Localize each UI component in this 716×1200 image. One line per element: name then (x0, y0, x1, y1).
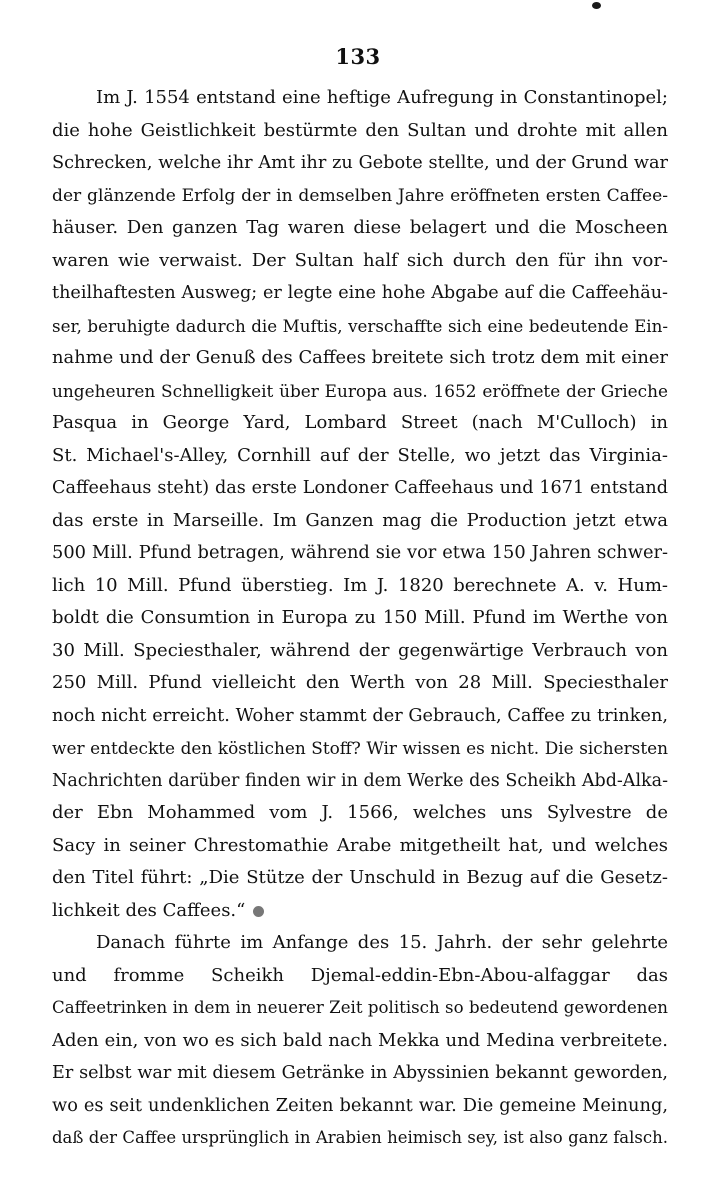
text-line: waren wie verwaist. Der Sultan half sich durch den für ihn vor- (52, 249, 668, 271)
text-line: wer entdeckte den köstlichen Stoff? Wir wissen es nicht. Die sichersten (52, 738, 668, 758)
text-line: der Ebn Mohammed vom J. 1566, welches uns Sylvestre de (52, 802, 668, 823)
text-line: 250 Mill. Pfund vielleicht den Werth von 28 Mill. Speciesthaler (52, 672, 668, 693)
page-number: 133 (335, 44, 381, 69)
text-line: Aden ein, von wo es sich bald nach Mekka und Medina verbreitete. (52, 1029, 668, 1051)
text-line: Pasqua in George Yard, Lombard Street (nach M'Culloch) in (52, 412, 668, 433)
text-line: den Titel führt: „Die Stütze der Unschuld in Bezug auf die Gesetz- (52, 867, 668, 888)
text-line: und fromme Scheikh Djemal-eddin-Ebn-Abou-alfaggar das (52, 964, 668, 986)
ink-spot (592, 2, 601, 9)
text-line: wo es seit undenklichen Zeiten bekannt war. Die gemeine Meinung, (52, 1094, 668, 1116)
text-line: der glänzende Erfolg der in demselben Jahre eröffneten ersten Caffee- (52, 185, 668, 206)
text-line: die hohe Geistlichkeit bestürmte den Sultan und drohte mit allen (52, 119, 668, 141)
text-line: lich 10 Mill. Pfund überstieg. Im J. 1820 berechnete A. v. Hum- (52, 574, 668, 596)
paragraph (52, 927, 668, 1155)
text-line: ser, beruhigte dadurch die Muftis, verschaffte sich eine bedeutende Ein- (52, 315, 668, 336)
text-line: ungeheuren Schnelligkeit über Europa aus. 1652 eröffnete der Grieche (52, 380, 668, 401)
text-line: Caffeehaus steht) das erste Londoner Caffeehaus und 1671 entstand (52, 478, 668, 498)
text-line: Sacy in seiner Chrestomathie Arabe mitgetheilt hat, und welches (52, 834, 668, 856)
ink-spot (253, 906, 264, 917)
text-line: lichkeit des Caffees.“ (52, 899, 246, 921)
text-line: nahme und der Genuß des Caffees breitete sich trotz dem mit einer (52, 347, 668, 368)
text-line: das erste in Marseille. Im Ganzen mag die Production jetzt etwa (52, 509, 668, 531)
text-line: häuser. Den ganzen Tag waren diese belagert und die Moscheen (52, 217, 668, 238)
text-line: noch nicht erreicht. Woher stammt der Gebrauch, Caffee zu trinken, (52, 705, 668, 726)
text-line: Caffeetrinken in dem in neuerer Zeit politisch so bedeutend gewordenen (52, 998, 668, 1017)
text-line: Schrecken, welche ihr Amt ihr zu Gebote stellte, und der Grund war (52, 153, 668, 173)
text-line: 30 Mill. Speciesthaler, während der gegenwärtige Verbrauch von (52, 639, 668, 661)
text-line: daß der Caffee ursprünglich in Arabien heimisch sey, ist also ganz falsch. (52, 1128, 668, 1147)
text-line: Danach führte im Anfange des 15. Jahrh. der sehr gelehrte (96, 932, 668, 953)
paragraph (52, 82, 668, 927)
text-line: Im J. 1554 entstand eine heftige Aufregung in Constantinopel; (96, 87, 668, 108)
text-line: St. Michael's-Alley, Cornhill auf der Stelle, wo jetzt das Virginia- (52, 444, 668, 466)
text-line: Er selbst war mit diesem Getränke in Abyssinien bekannt geworden, (52, 1063, 668, 1083)
text-line: boldt die Consumtion in Europa zu 150 Mill. Pfund im Werthe von (52, 607, 668, 628)
text-line: 500 Mill. Pfund betragen, während sie vor etwa 150 Jahren schwer- (52, 542, 668, 563)
text-line: theilhaftesten Ausweg; er legte eine hohe Abgabe auf die Caffeehäu- (52, 283, 668, 303)
text-line: Nachrichten darüber finden wir in dem Werke des Scheikh Abd-Alka- (52, 770, 668, 791)
